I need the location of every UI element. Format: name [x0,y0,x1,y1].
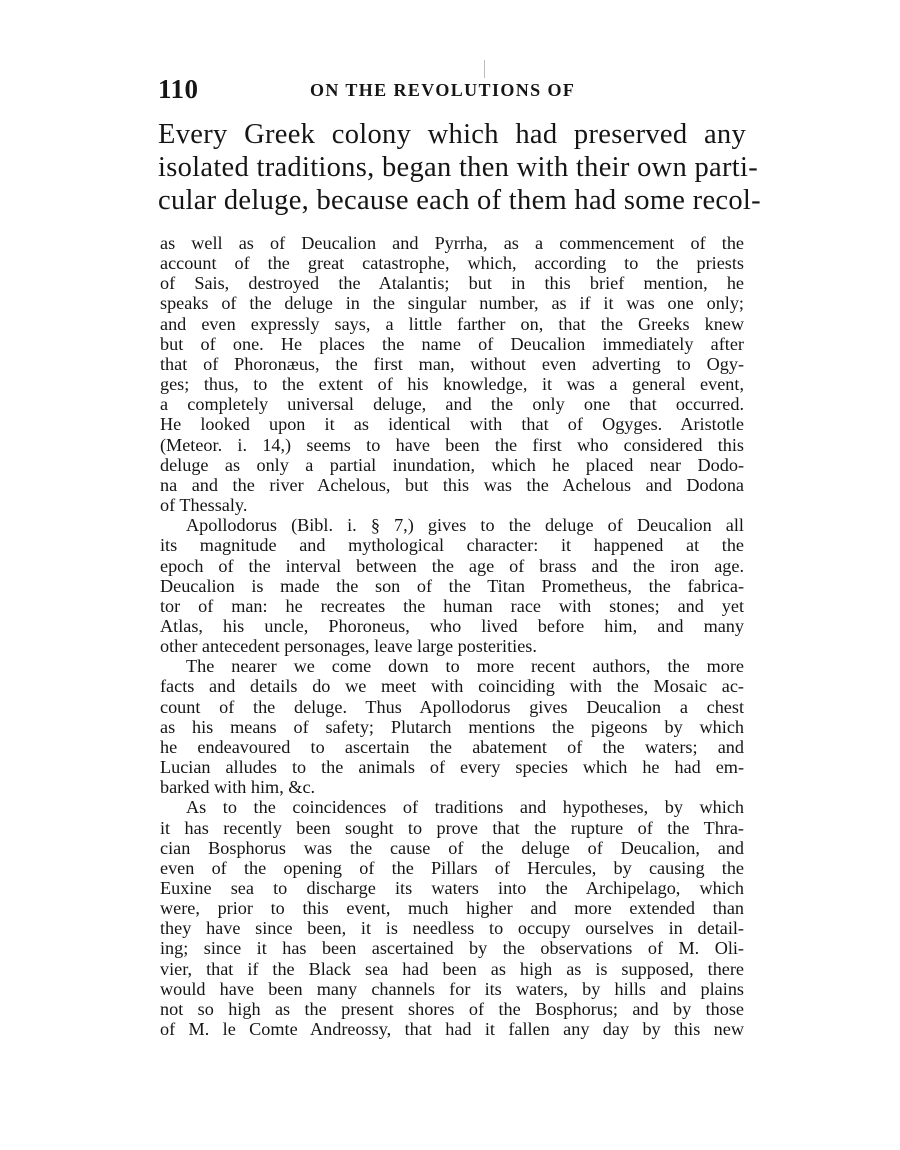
footnote-line: a completely universal deluge, and the only one that occurred. [160,394,744,415]
footnote-line: Atlas, his uncle, Phoroneus, who lived before him, and many [160,615,744,636]
footnote-line: count of the deluge. Thus Apollodorus gives Deucalion a chest [160,696,744,717]
footnote-line: cian Bosphorus was the cause of the deluge of Deucalion, and [160,837,744,858]
footnote-line: epoch of the interval between the age of brass and the iron age. [160,555,744,576]
footnote-line: of M. le Comte Andreossy, that had it fallen any day by this new [160,1019,744,1040]
footnote-line: as well as of Deucalion and Pyrrha, as a commencement of the [160,233,744,253]
footnote-line: not so high as the present shores of the Bosphorus; and by those [160,998,744,1019]
footnote-line: The nearer we come down to more recent authors, the more [186,656,744,677]
main-text-block [158,118,761,217]
footnote-line: He looked upon it as identical with that of Ogyges. Aristotle [160,414,744,435]
footnote-line: were, prior to this event, much higher and more extended than [160,898,744,919]
footnote-line: that of Phoronæus, the first man, without even adverting to Ogy- [160,353,744,374]
footnote-line: of Thessaly. [160,495,248,516]
footnote-line: facts and details do we meet with coinciding with the Mosaic ac- [160,676,744,697]
running-title: ON THE REVOLUTIONS OF [310,80,576,100]
footnote-line: he endeavoured to ascertain the abatement of the waters; and [160,736,744,757]
footnote-line: Euxine sea to discharge its waters into the Archipelago, which [160,878,744,898]
footnote-line: it has recently been sought to prove that the rupture of the Thra- [160,817,744,838]
footnote-line: deluge as only a partial inundation, which he placed near Dodo- [160,454,744,475]
footnote-line: na and the river Achelous, but this was the Achelous and Dodona [160,474,744,495]
footnote-line: vier, that if the Black sea had been as high as is supposed, there [160,958,744,979]
footnote-block [160,233,744,1039]
footnote-line: Apollodorus (Bibl. i. § 7,) gives to the deluge of Deucalion all [186,515,744,536]
footnote-line: even of the opening of the Pillars of Hercules, by causing the [160,857,744,878]
footnote-line: they have since been, it is needless to occupy ourselves in detail- [160,918,744,939]
footnote-line: but of one. He places the name of Deucalion immediately after [160,333,744,354]
footnote-line: speaks of the deluge in the singular number, as if it was one only; [160,293,744,314]
footnote-line: ing; since it has been ascertained by the observations of M. Oli- [160,938,744,959]
footnote-line: (Meteor. i. 14,) seems to have been the first who considered this [160,434,744,455]
footnote-line: tor of man: he recreates the human race with stones; and yet [160,595,744,616]
running-head [158,74,758,108]
main-text-line: cular deluge, because each of them had some recol- [158,185,761,216]
main-text-line: Every Greek colony which had preserved any [158,119,746,150]
footnote-line: Lucian alludes to the animals of every species which he had em- [160,757,744,778]
footnote-line: account of the great catastrophe, which, according to the priests [160,253,744,274]
footnote-line: and even expressly says, a little farther on, that the Greeks knew [160,313,744,334]
footnote-line: Deucalion is made the son of the Titan Prometheus, the fabrica- [160,575,744,596]
footnote-line: barked with him, &c. [160,777,316,798]
footnote-line: would have been many channels for its waters, by hills and plains [160,978,744,999]
main-text-line: isolated traditions, began then with their own parti- [158,152,759,183]
footnote-line: as his means of safety; Plutarch mentions the pigeons by which [160,716,744,737]
page-number: 110 [158,74,199,104]
footnote-line: other antecedent personages, leave large posterities. [160,636,537,657]
footnote-line: of Sais, destroyed the Atalantis; but in this brief mention, he [160,273,744,294]
footnote-line: its magnitude and mythological character: it happened at the [160,535,744,556]
footnote-line: ges; thus, to the extent of his knowledge, it was a general event, [160,374,744,395]
footnote-line: As to the coincidences of traditions and hypotheses, by which [186,797,744,818]
